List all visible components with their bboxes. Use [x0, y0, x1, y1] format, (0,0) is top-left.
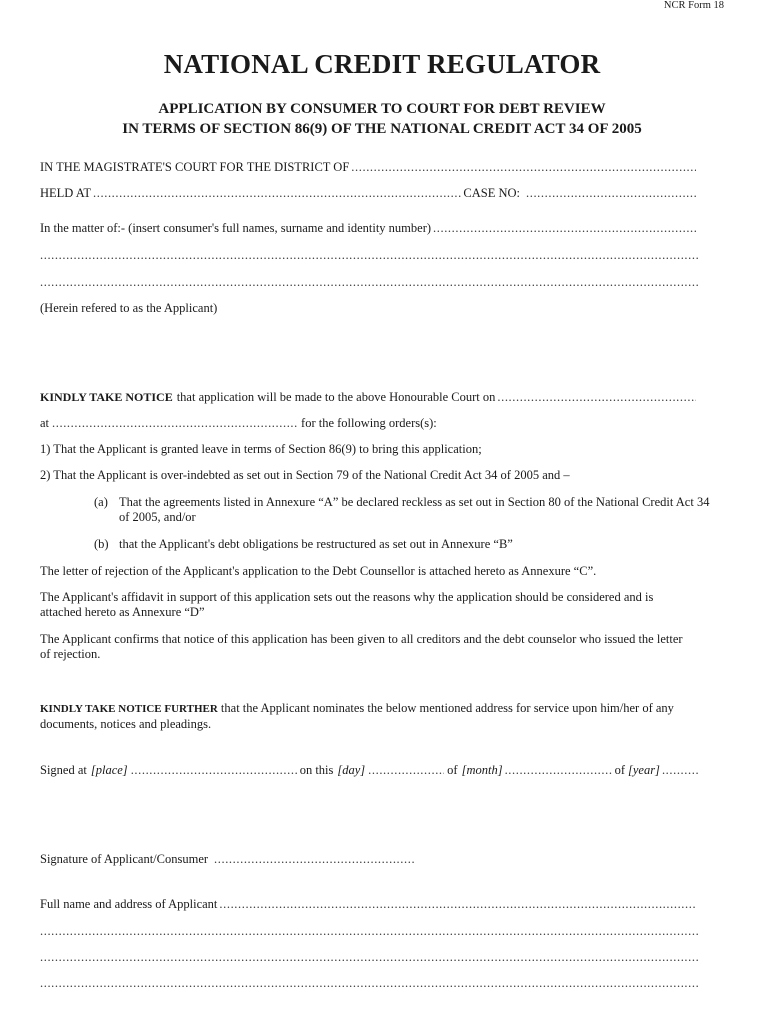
- affidavit-text: The Applicant's affidavit in support of this application sets out the reasons why the application should be considered and is attached hereto as Annexure “D”: [40, 590, 654, 619]
- address-field-line-3[interactable]: [40, 950, 698, 965]
- year-label: [year]: [627, 763, 660, 777]
- signature-field[interactable]: [214, 852, 414, 867]
- sub-order-a-text: That the agreements listed in Annexure “A” be declared reckless as set out in Section 80 of the National Credit Act 34 of 2005, and/or: [119, 495, 710, 524]
- full-name-label: Full name and address of Applicant: [40, 897, 218, 911]
- matter-row: [40, 221, 698, 236]
- subtitle-application: APPLICATION BY CONSUMER TO COURT FOR DEBT REVIEW: [158, 101, 606, 117]
- matter-label: In the matter of:- (insert consumer's full names, surname and identity number): [40, 221, 432, 235]
- full-name-field[interactable]: [219, 897, 696, 912]
- place-field[interactable]: [131, 763, 297, 778]
- sub-order-a-label: (a): [94, 495, 108, 509]
- signed-row: [40, 763, 700, 778]
- year-field[interactable]: [662, 763, 698, 778]
- court-district-field[interactable]: [351, 160, 696, 175]
- of-label-2: of: [614, 763, 625, 777]
- held-at-field[interactable]: [93, 186, 461, 201]
- herein-text: (Herein refered to as the Applicant): [40, 301, 218, 315]
- court-district-row: [40, 160, 698, 175]
- matter-field[interactable]: [433, 221, 696, 236]
- signature-row: [40, 852, 414, 867]
- held-at-row: [40, 186, 698, 201]
- address-field-line-4[interactable]: [40, 976, 698, 991]
- orders-label: for the following orders(s):: [301, 416, 437, 430]
- matter-field-line-2[interactable]: [40, 248, 698, 263]
- of-label-1: of: [447, 763, 458, 777]
- rejection-letter-text: The letter of rejection of the Applicant's application to the Debt Counsellor is attached hereto as Annexure “C”.: [40, 564, 597, 578]
- order-1: 1) That the Applicant is granted leave in terms of Section 86(9) to bring this application;: [40, 442, 482, 456]
- full-name-row: [40, 897, 698, 912]
- sub-order-b-text: that the Applicant's debt obligations be restructured as set out in Annexure “B”: [119, 537, 513, 551]
- order-2: 2) That the Applicant is over-indebted as set out in Section 79 of the National Credit Act 34 of 2005 and –: [40, 468, 570, 482]
- held-at-label: HELD AT: [40, 186, 92, 200]
- notice-further-text: [40, 701, 700, 732]
- notice-further-body: that the Applicant nominates the below mentioned address for service upon him/her of any documents, notices and pleadings.: [40, 701, 674, 731]
- month-label: [month]: [461, 763, 503, 777]
- matter-field-line-3[interactable]: [40, 275, 698, 290]
- on-this-label: on this: [299, 763, 334, 777]
- place-label: [place]: [90, 763, 128, 777]
- confirms-text: The Applicant confirms that notice of this application has been given to all creditors and the debt counselor who issued the letter of rejection.: [40, 632, 683, 661]
- notice-further-bold: KINDLY TAKE NOTICE FURTHER: [40, 703, 218, 715]
- notice-bold: KINDLY TAKE NOTICE: [40, 390, 173, 404]
- signed-at-label: Signed at: [40, 763, 87, 777]
- subtitle-section: IN TERMS OF SECTION 86(9) OF THE NATIONAL CREDIT ACT 34 OF 2005: [122, 121, 642, 137]
- day-label: [day]: [337, 763, 366, 777]
- at-time-field[interactable]: [52, 416, 298, 431]
- form-number: NCR Form 18: [663, 0, 724, 11]
- address-field-line-2[interactable]: [40, 924, 698, 939]
- page-title: NATIONAL CREDIT REGULATOR: [163, 49, 601, 79]
- notice-text: that application will be made to the above Honourable Court on: [176, 390, 496, 404]
- court-district-label: IN THE MAGISTRATE'S COURT FOR THE DISTRICT OF: [40, 160, 350, 174]
- month-field[interactable]: [505, 763, 613, 778]
- sub-order-b-label: (b): [94, 537, 109, 551]
- day-field[interactable]: [368, 763, 444, 778]
- case-no-field[interactable]: [526, 186, 698, 201]
- signature-label: Signature of Applicant/Consumer: [40, 852, 209, 866]
- court-date-field[interactable]: [497, 390, 696, 405]
- notice-row: [40, 390, 698, 405]
- case-no-label: CASE NO:: [463, 186, 520, 200]
- at-row: [40, 416, 437, 431]
- at-label: at: [40, 416, 50, 430]
